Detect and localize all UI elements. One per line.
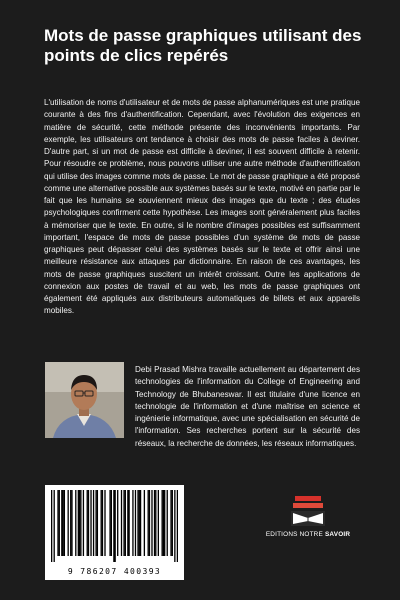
barcode-bar <box>167 490 168 556</box>
barcode-bar <box>62 490 63 556</box>
barcode-bar <box>109 490 110 556</box>
barcode-bar <box>51 490 52 562</box>
barcode-bar <box>135 490 136 556</box>
barcode-bar <box>161 490 162 556</box>
barcode-bar <box>93 490 94 556</box>
publisher-name <box>258 531 358 538</box>
publisher-name-bold: SAVOIR <box>324 531 351 538</box>
barcode-bar <box>87 490 88 556</box>
barcode-bar <box>64 490 65 556</box>
barcode-bar <box>115 490 116 562</box>
barcode-bar <box>57 490 58 556</box>
barcode-bar <box>75 490 76 556</box>
barcode-bar <box>54 490 55 562</box>
barcode-bar <box>104 490 105 556</box>
barcode-bar <box>172 490 173 556</box>
barcode-bar <box>127 490 128 556</box>
publisher-name-regular: EDITIONS NOTRE <box>265 531 325 538</box>
barcode <box>45 485 184 580</box>
barcode-bar <box>140 490 141 556</box>
barcode-bar <box>80 490 81 556</box>
barcode-bar <box>128 490 129 556</box>
barcode-bar <box>174 490 175 562</box>
barcode-bar <box>154 490 155 556</box>
barcode-bar <box>111 490 112 556</box>
barcode-bar <box>125 490 126 556</box>
barcode-bar <box>155 490 156 556</box>
barcode-bar <box>121 490 122 556</box>
publisher-logo <box>291 496 325 526</box>
barcode-bar <box>151 490 152 556</box>
barcode-bar <box>71 490 72 556</box>
author-bio: Debi Prasad Mishra travaille actuellement au département des technologies de l'information du College of Engineering and Technology de Bhubaneswar. Il est titulaire d'une licence en technologie de l'information et d'une maîtrise en science et ingénierie informatique, avec une spécialisation en sécurité de l'information. Ses recherches portent sur la sécurité des réseaux, la recherche de données, les réseaux informatiques. <box>135 365 360 448</box>
barcode-bar <box>68 490 69 556</box>
barcode-bar <box>78 490 79 556</box>
barcode-bar <box>95 490 96 556</box>
barcode-bar <box>132 490 133 556</box>
barcode-bar <box>123 490 124 556</box>
barcode-bar <box>61 490 62 556</box>
book-description: L'utilisation de noms d'utilisateur et de mots de passe alphanumériques est une pratique courante à des fins d'authentification. Cependant, avec l'évolution des exigences en matière de sécurité, cette méthode présente des inconvénients importants. Par exemple, les utilisateurs ont tendance à choisir des mots de passe faciles à deviner. D'autre part, si un mot de passe est difficile à deviner, il est souvent difficile à retenir. Pour résoudre ce problème, nous pouvons utiliser une autre méthode d'authentification qui utilise des images comme mots de passe. Le mot de passe graphique a été proposé comme une alternative possible aux systèmes basés sur le texte, motivé en partie par le fait que les humains se souviennent mieux des images que du texte ; des études psychologiques confirment cette hypothèse. Les images sont généralement plus faciles à mémoriser que le texte. En outre, si le nombre d'images possibles est suffisamment important, l'espace de mots de passe possibles d'un système de mots de passe graphiques peut dépasser celui des systèmes basés sur le texte et offrir ainsi une meilleure résistance aux attaques par dictionnaire. En raison de ces avantages, les mots de passe graphiques suscitent un intérêt croissant. Outre les applications de connexion aux postes de travail et au web, les mots de passe graphiques ont également été appliqués aux distributeurs automatiques de billets et aux appareils mobiles. <box>44 98 360 316</box>
barcode-bar <box>163 490 164 556</box>
barcode-bar <box>139 490 140 556</box>
author-photo <box>45 362 124 438</box>
book-title: Mots de passe graphiques utilisant des points de clics repérés <box>44 26 362 65</box>
barcode-bar <box>90 490 91 556</box>
barcode-bar <box>101 490 102 556</box>
barcode-bar <box>158 490 159 556</box>
isbn-digits: 9 786207 400393 <box>67 567 162 576</box>
barcode-bar <box>148 490 149 556</box>
barcode-bar <box>144 490 145 556</box>
barcode-bar <box>83 490 84 556</box>
barcode-bar <box>137 490 138 556</box>
barcode-bar <box>70 490 71 556</box>
barcode-bar <box>117 490 118 556</box>
barcode-bar <box>97 490 98 556</box>
barcode-bar <box>102 490 103 556</box>
barcode-bar <box>79 490 80 556</box>
barcode-bar <box>177 490 178 562</box>
publisher-mark <box>258 496 358 538</box>
barcode-bar <box>170 490 171 556</box>
barcode-bar <box>88 490 89 556</box>
barcode-bar <box>59 490 60 556</box>
barcode-bar <box>113 490 114 562</box>
barcode-bar <box>149 490 150 556</box>
barcode-bar <box>164 490 165 556</box>
